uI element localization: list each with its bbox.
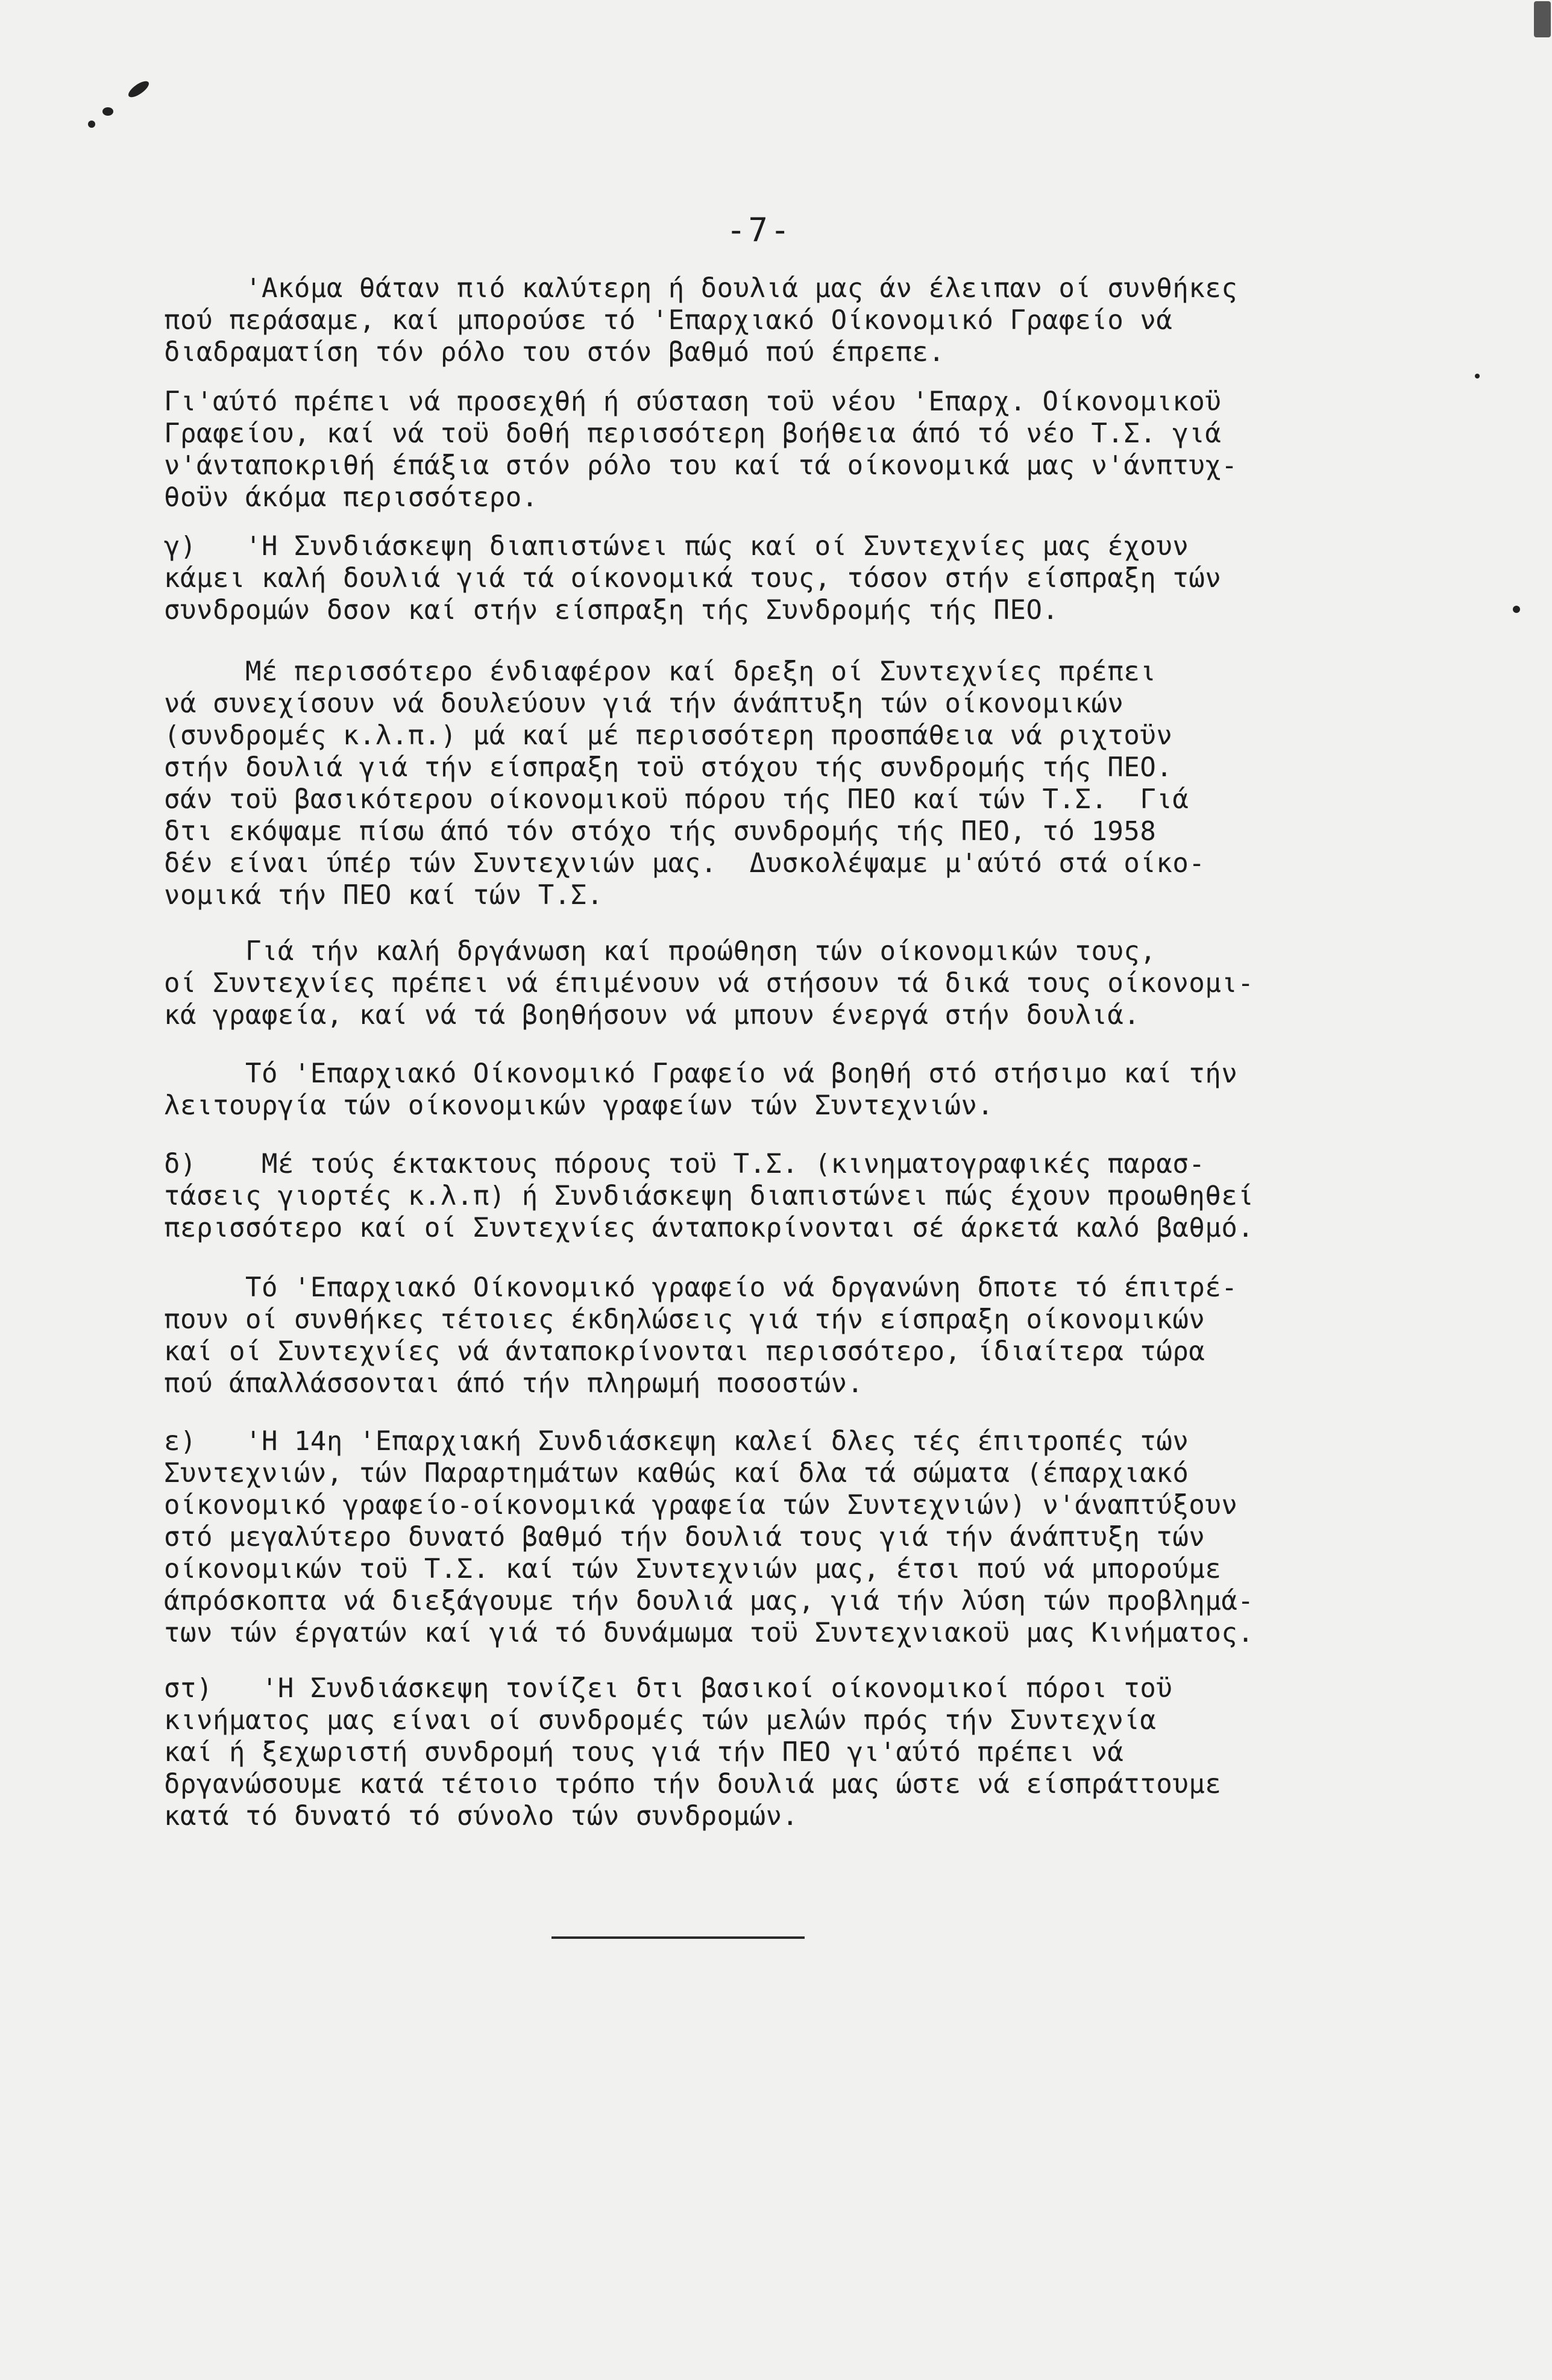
ink-mark — [126, 78, 151, 100]
paragraph: Τό 'Επαρχιακό Οίκονομικό Γραφείο νά βοηθή στό στήσιμο καί τήν λειτουργία τών οίκονομικών γραφείων τών Συντεχνιών. — [164, 1058, 1238, 1121]
ink-mark — [102, 107, 113, 116]
paragraph: στ) 'Η Συνδιάσκεψη τονίζει δτι βασικοί οίκονομικοί πόροι τοϋ κινήματος μας είναι οί συνδρομές τών μελών πρός τήν Συντεχνία καί ή ξεχωριστή συνδρομή τους γιά τήν ΠΕΟ γι'αύτό πρέπει νά δργανώσουμε κατά τέτοιο τρόπο τήν δουλιά μας ώστε νά είσπράττουμε κατά τό δυνατό τό σύνολο τών συνδρομών. — [164, 1673, 1222, 1832]
paragraph: δ) Μέ τούς έκτακτους πόρους τοϋ Τ.Σ. (κινηματογραφικές παρασ- τάσεις γιορτές κ.λ.π) ή Συνδιάσκεψη διαπιστώνει πώς έχουν προωθηθεί περισσότερο καί οί Συντεχνίες άνταποκρίνονται σέ άρκετά καλό βαθμό. — [164, 1149, 1254, 1243]
ink-mark — [1475, 374, 1480, 378]
paragraph: Τό 'Επαρχιακό Οίκονομικό γραφείο νά δργανώνη δποτε τό έπιτρέ- πουν οί συνθήκες τέτοιες έκδηλώσεις γιά τήν είσπραξη οίκονομικών καί οί Συντεχνίες νά άνταποκρίνονται περισσότερο, ίδιαίτερα τώρα πού άπαλλάσσονται άπό τήν πληρωμή ποσοστών. — [164, 1272, 1238, 1399]
ink-mark — [1513, 606, 1520, 613]
paragraph: 'Ακόμα θάταν πιό καλύτερη ή δουλιά μας άν έλειπαν οί συνθήκες πού περάσαμε, καί μπορούσε τό 'Επαρχιακό Οίκονομικό Γραφείο νά διαδραματίση τόν ρόλο του στόν βαθμό πού έπρεπε. — [164, 273, 1238, 368]
closing-rule — [551, 1936, 805, 1939]
paragraph: Μέ περισσότερο ένδιαφέρον καί δρεξη οί Συντεχνίες πρέπει νά συνεχίσουν νά δουλεύουν γιά τήν άνάπτυξη τών οίκονομικών (συνδρομές κ.λ.π.) μά καί μέ περισσότερη προσπάθεια νά ριχτοϋν στήν δουλιά γιά τήν είσπραξη τοϋ στόχου τής συνδρομής τής ΠΕΟ. σάν τοϋ βασικότερου οίκονομικοϋ πόρου τής ΠΕΟ καί τών Τ.Σ. Γιά δτι εκόψαμε πίσω άπό τόν στόχο τής συνδρομής τής ΠΕΟ, τό 1958 δέν είναι ύπέρ τών Συντεχνιών μας. Δυσκολέψαμε μ'αύτό στά οίκο- νομικά τήν ΠΕΟ καί τών Τ.Σ. — [164, 656, 1205, 911]
ink-mark — [88, 121, 95, 128]
paragraph: Γιά τήν καλή δργάνωση καί προώθηση τών οίκονομικών τους, οί Συντεχνίες πρέπει νά έπιμένουν νά στήσουν τά δικά τους οίκονομι- κά γραφεία, καί νά τά βοηθήσουν νά μπουν ένεργά στήν δουλιά. — [164, 936, 1254, 1031]
page-number: -7- — [726, 211, 793, 249]
paragraph: γ) 'Η Συνδιάσκεψη διαπιστώνει πώς καί οί Συντεχνίες μας έχουν κάμει καλή δουλιά γιά τά οίκονομικά τους, τόσον στήν είσπραξη τών συνδρομών δσον καί στήν είσπραξη τής Συνδρομής τής ΠΕΟ. — [164, 531, 1222, 626]
ink-mark — [1534, 1, 1551, 37]
paragraph: ε) 'Η 14η 'Επαρχιακή Συνδιάσκεψη καλεί δλες τές έπιτροπές τών Συντεχνιών, τών Παραρτημάτων καθώς καί δλα τά σώματα (έπαρχιακό οίκονομικό γραφείο-οίκονομικά γραφεία τών Συντεχνιών) ν'άναπτύξουν στό μεγαλύτερο δυνατό βαθμό τήν δουλιά τους γιά τήν άνάπτυξη τών οίκονομικών τοϋ Τ.Σ. καί τών Συντεχνιών μας, έτσι πού νά μπορούμε άπρόσκοπτα νά διεξάγουμε τήν δουλιά μας, γιά τήν λύση τών προβλημά- των τών έργατών καί γιά τό δυνάμωμα τοϋ Συντεχνιακοϋ μας Κινήματος. — [164, 1426, 1254, 1648]
paragraph: Γι'αύτό πρέπει νά προσεχθή ή σύσταση τοϋ νέου 'Επαρχ. Οίκονομικοϋ Γραφείου, καί νά τοϋ δοθή περισσότερη βοήθεια άπό τό νέο Τ.Σ. γιά ν'άνταποκριθή έπάξια στόν ρόλο του καί τά οίκονομικά μας ν'άνπτυχ- θοϋν άκόμα περισσότερο. — [164, 386, 1238, 513]
